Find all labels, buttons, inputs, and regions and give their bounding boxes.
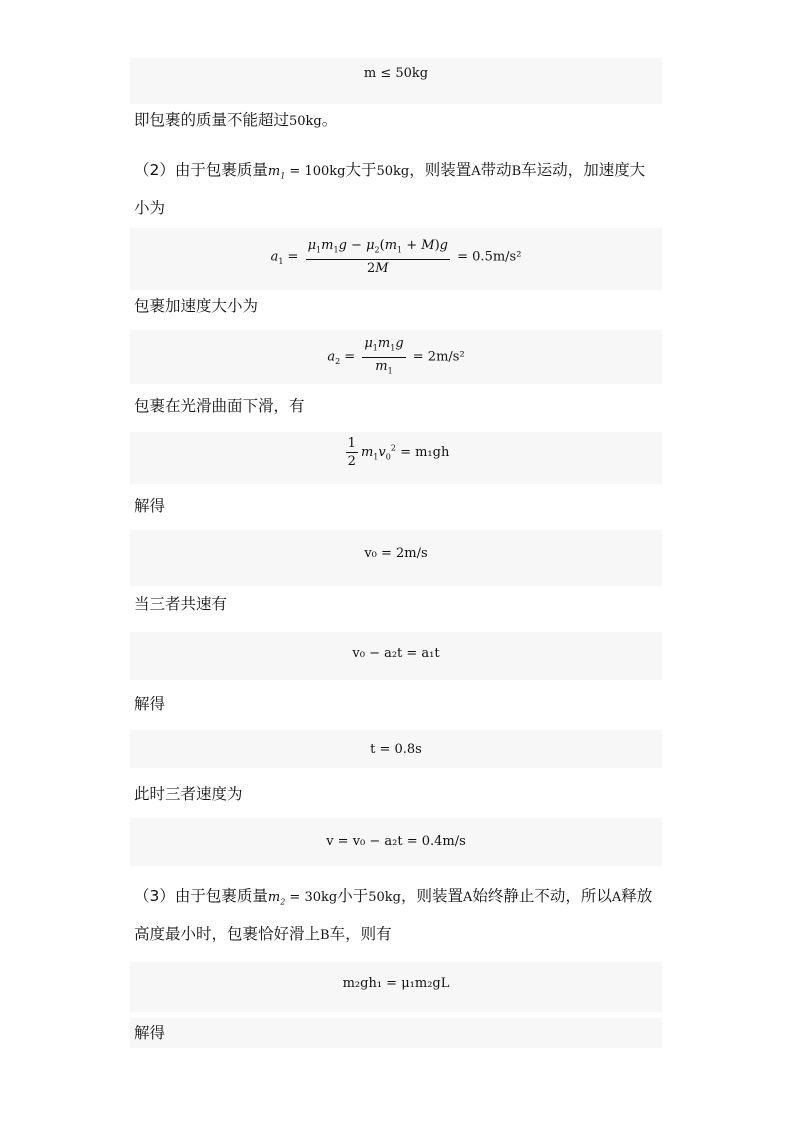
label-car-b-2: B bbox=[320, 928, 330, 943]
text-part3-cont bbox=[134, 924, 392, 946]
equation-time: t = 0.8s bbox=[370, 742, 422, 757]
equation-energy-rhs: = m₁gh bbox=[400, 445, 450, 460]
text-part2-e: 带动 bbox=[480, 161, 512, 179]
text-part3-intro: （3）由于包裹质量$m_2 = 30kg$小于50kg，则装置A始终静止不动，所以A释放 bbox=[134, 887, 653, 907]
text-part3-c: ，则装置 bbox=[400, 887, 463, 905]
text-part2-cont: 小为 bbox=[134, 199, 166, 217]
text-part3-e: 始终静止不动，所以 bbox=[472, 887, 612, 905]
text-solve-1: 解得 bbox=[134, 497, 166, 515]
text-common-velocity: 当三者共速有 bbox=[134, 595, 228, 613]
text-part3-b: 小于 bbox=[337, 887, 369, 905]
text-block-end bbox=[130, 1018, 662, 1048]
equation-common-velocity: v₀ − a₂t = a₁t bbox=[352, 646, 440, 661]
text-solve-2: 解得 bbox=[134, 695, 166, 713]
text-mass-conclusion-part: 即包裹的质量不能超过 bbox=[134, 111, 290, 129]
text-smooth-slide: 包裹在光滑曲面下滑，有 bbox=[134, 397, 305, 415]
value-m2: 30kg bbox=[304, 890, 338, 905]
equation-final-velocity: v = v₀ − a₂t = 0.4m/s bbox=[326, 834, 466, 849]
equation-mass-limit: m ≤ 50kg bbox=[363, 66, 429, 81]
text-part3-g: 释放 bbox=[621, 887, 653, 905]
text-part2-g: 车运动，加速度大 bbox=[521, 161, 646, 179]
symbol-m2: $m_2$ bbox=[267, 890, 286, 907]
text-part2-intro: （2）由于包裹质量$m_1 = 100kg$大于50kg，则装置A带动B车运动，加速度大 bbox=[134, 161, 646, 181]
label-car-b: B bbox=[511, 164, 522, 179]
symbol-m1: $m_1$ bbox=[267, 164, 286, 181]
equation-v0: v₀ = 2m/s bbox=[364, 546, 428, 561]
equation-block-0 bbox=[130, 58, 662, 104]
text-solve-3: 解得 bbox=[134, 1024, 166, 1042]
equation-a1-result: = 0.5m/s² bbox=[457, 249, 522, 265]
text-part3-a: （3）由于包裹质量 bbox=[134, 887, 268, 905]
fraction-a1: $\frac{\mu_1m_1g - \mu_2(m_1 + M)g}{2M}$ bbox=[307, 238, 448, 276]
text-velocity-now: 此时三者速度为 bbox=[134, 785, 243, 803]
text-part2-b: 大于 bbox=[345, 161, 377, 179]
label-device-a: A bbox=[471, 164, 481, 179]
text-part2-a: （2）由于包裹质量 bbox=[134, 161, 268, 179]
text-part3-h: 高度最小时，包裹恰好滑上 bbox=[134, 925, 321, 943]
value-m1: 100kg bbox=[304, 164, 346, 179]
equation-a2-result: = 2m/s² bbox=[412, 349, 465, 365]
equation-energy: $\frac{1}{2}$ $m_1v_0^2 = m_1gh$ bbox=[347, 436, 450, 469]
value-limit: 50kg bbox=[376, 164, 410, 179]
equation-a1: $a_1$ = $\frac{\mu_1m_1g - \mu_2(m_1 + M)g}{2M}$ = 0.5m/s² bbox=[270, 238, 522, 276]
value-limit-2: 50kg bbox=[368, 890, 401, 905]
text-part3-i: 车，则有 bbox=[329, 925, 392, 943]
text-mass-value: 50kg bbox=[289, 114, 322, 129]
equation-height: m₂gh₁ = μ₁m₂gL bbox=[342, 976, 450, 991]
fraction-half: $\frac{1}{2}$ bbox=[347, 436, 356, 469]
text-mass-conclusion bbox=[134, 110, 337, 132]
equation-a2: $a_2$ = $\frac{\mu_1m_1g}{m_1}$ = 2m/s² bbox=[130, 336, 662, 378]
fraction-a2: $\frac{\mu_1m_1g}{m_1}$ bbox=[364, 336, 404, 376]
text-part2-c: ，则装置 bbox=[409, 161, 472, 179]
text-package-acceleration: 包裹加速度大小为 bbox=[134, 297, 259, 315]
text-period: 。 bbox=[321, 111, 338, 129]
label-device-a-3: A bbox=[611, 890, 622, 905]
label-device-a-2: A bbox=[463, 890, 473, 905]
